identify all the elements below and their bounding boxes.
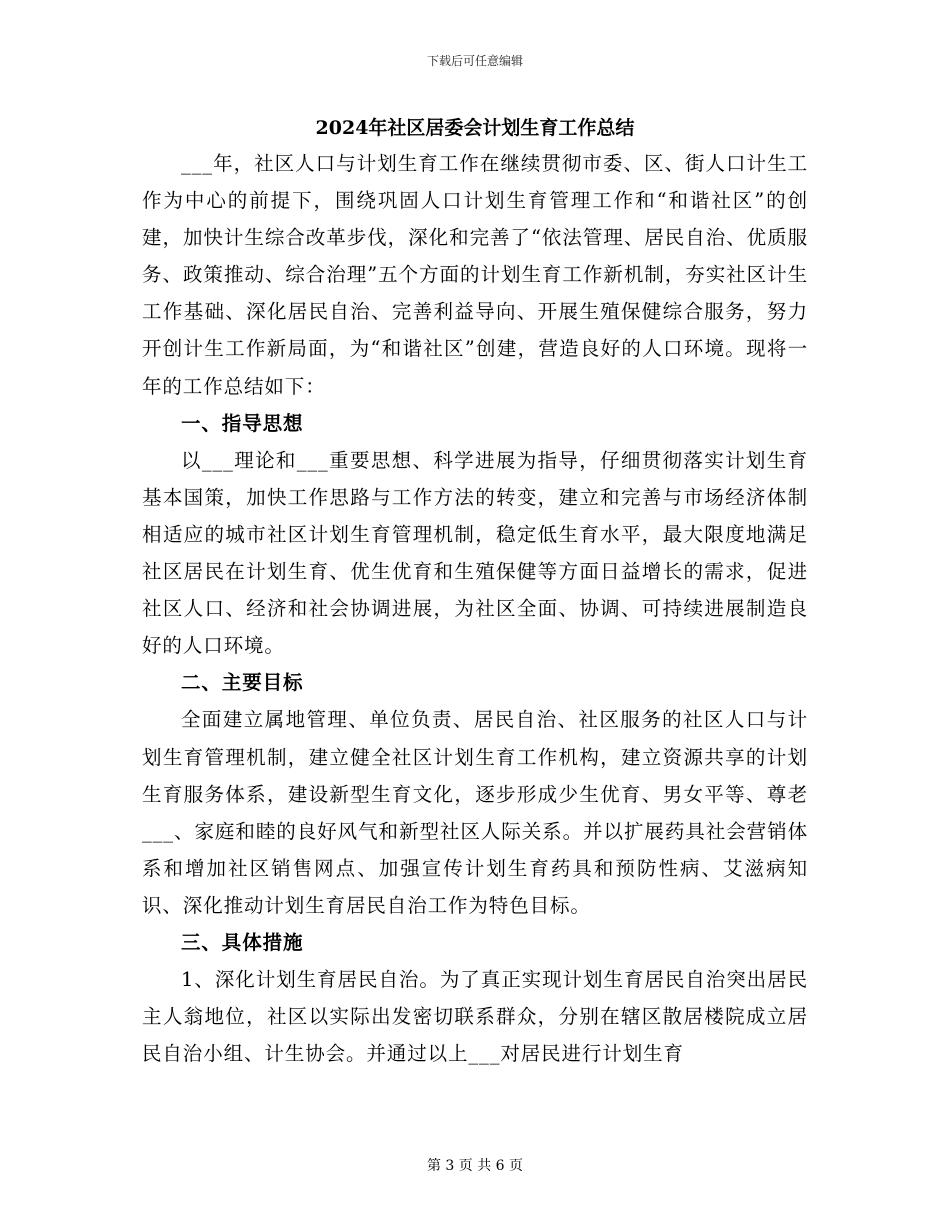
section-paragraph-guiding-ideology: 以___理论和___重要思想、科学进展为指导，仔细贯彻落实计划生育基本国策，加快工作思路与工作方法的转变，建立和完善与市场经济体制相适应的城市社区计划生育管理机制，稳定低生育水平，最大限度地满足社区居民在计划生育、优生优育和生殖保健等方面日益增长的需求，促进社区人口、经济和社会协调进展，为社区全面、协调、可持续进展制造良好的人口环境。 [142, 448, 808, 658]
section-paragraph-specific-measures: 1、深化计划生育居民自治。为了真正实现计划生育居民自治突出居民主人翁地位，社区以实际出发密切联系群众，分别在辖区散居楼院成立居民自治小组、计生协会。并通过以上___对居民进行计划生育 [142, 968, 808, 1066]
section-paragraph-main-goals: 全面建立属地管理、单位负责、居民自治、社区服务的社区人口与计划生育管理机制，建立健全社区计划生育工作机构，建立资源共享的计划生育服务体系，建设新型生育文化，逐步形成少生优育、男女平等、尊老___、家庭和睦的良好风气和新型社区人际关系。并以扩展药具社会营销体系和增加社区销售网点、加强宣传计划生育药具和预防性病、艾滋病知识、深化推动计划生育居民自治工作为特色目标。 [142, 708, 808, 917]
section-heading-guiding-ideology: 一、指导思想 [181, 411, 304, 435]
intro-paragraph: ___年，社区人口与计划生育工作在继续贯彻市委、区、街人口计生工作为中心的前提下，围绕巩固人口计划生育管理工作和“和谐社区”的创建，加快计生综合改革步伐，深化和完善了“依法管理、居民自治、优质服务、政策推动、综合治理”五个方面的计划生育工作新机制，夯实社区计生工作基础、深化居民自治、完善利益导向、开展生殖保健综合服务，努力开创计生工作新局面，为“和谐社区”创建，营造良好的人口环境。现将一年的工作总结如下： [142, 152, 808, 398]
document-title: 2024年社区居委会计划生育工作总结 [315, 117, 635, 139]
section-heading-specific-measures: 三、具体措施 [181, 930, 304, 954]
document-body [142, 145, 808, 1072]
section-heading-main-goals: 二、主要目标 [181, 671, 304, 695]
page-number: 第 3 页 共 6 页 [426, 1158, 524, 1174]
page-header-note: 下载后可任意编辑 [426, 54, 523, 68]
